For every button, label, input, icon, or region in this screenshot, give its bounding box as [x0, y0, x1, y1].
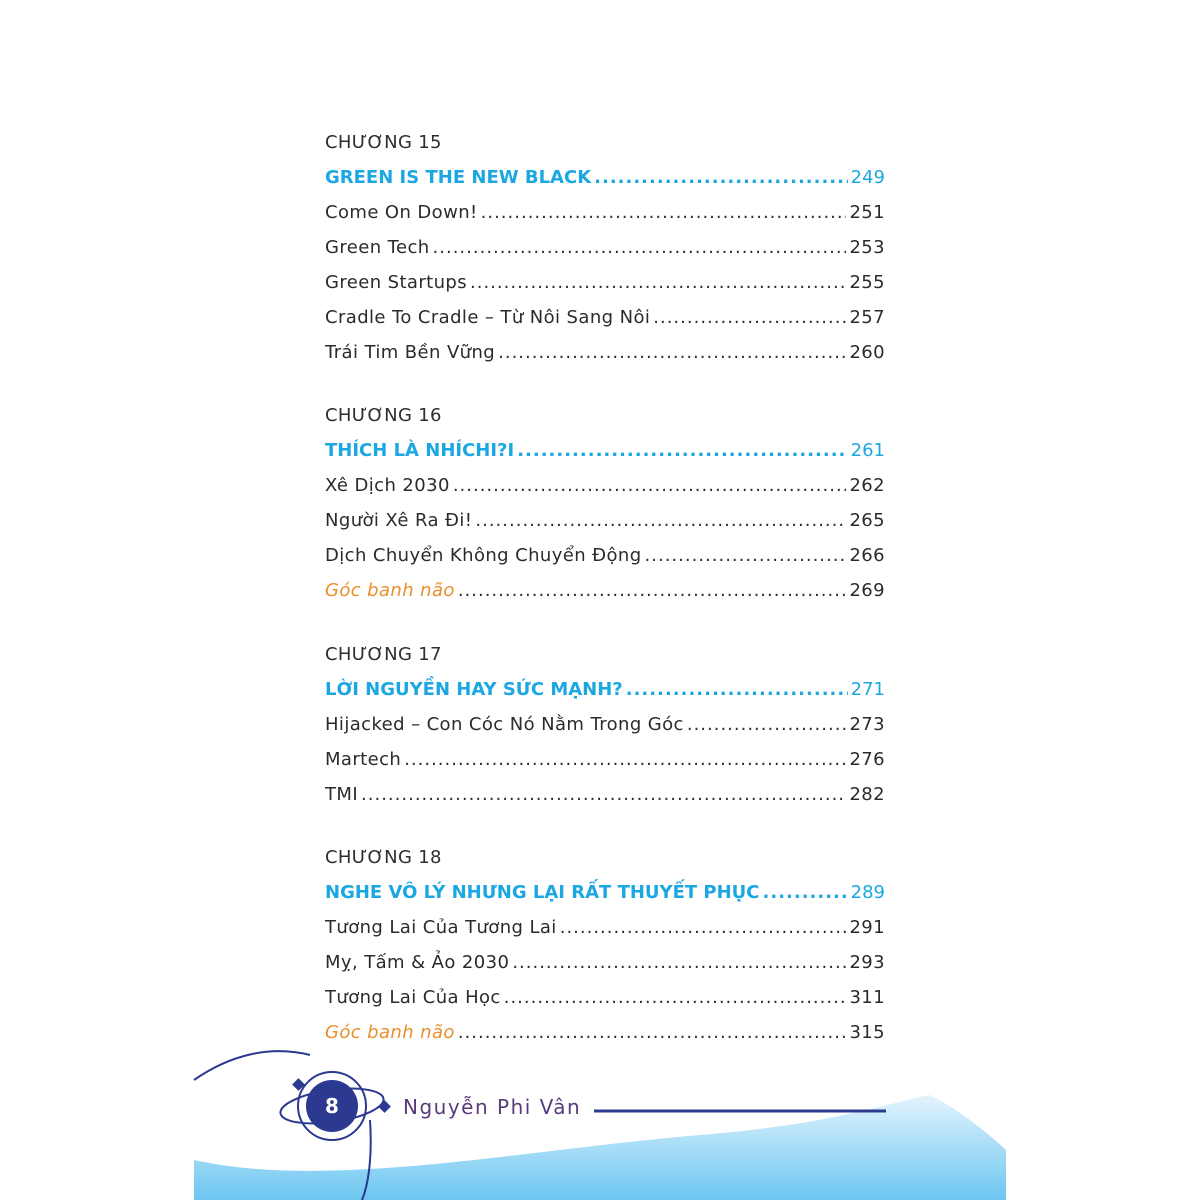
dot-leader — [512, 945, 846, 980]
toc-entry-brain-corner[interactable] — [325, 573, 885, 608]
dot-leader — [763, 875, 848, 910]
dot-leader — [504, 980, 847, 1015]
toc-entry[interactable] — [325, 707, 885, 742]
chapter-title-row[interactable] — [325, 672, 885, 707]
page-ref: 257 — [849, 307, 885, 328]
toc-entry[interactable] — [325, 777, 885, 812]
chapter-17-block — [325, 637, 885, 812]
chapter-label: CHƯƠNG 17 — [325, 644, 442, 665]
dot-leader — [653, 300, 846, 335]
dot-leader — [453, 468, 847, 503]
chapter-label: CHƯƠNG 18 — [325, 847, 442, 868]
chapter-label: CHƯƠNG 16 — [325, 405, 442, 426]
dot-leader — [433, 230, 847, 265]
entry-title: Góc banh não — [325, 580, 455, 601]
page-ref: 282 — [849, 784, 885, 805]
toc-entry[interactable] — [325, 230, 885, 265]
toc-entry[interactable] — [325, 300, 885, 335]
page-ref: 291 — [849, 917, 885, 938]
chapter-title: GREEN IS THE NEW BLACK — [325, 167, 592, 188]
chapter-title: NGHE VÔ LÝ NHƯNG LẠI RẤT THUYẾT PHỤC — [325, 882, 760, 903]
page-ref: 273 — [849, 714, 885, 735]
chapter-title-row[interactable] — [325, 433, 885, 468]
chapter-label: CHƯƠNG 15 — [325, 132, 442, 153]
chapter-18-block — [325, 840, 885, 1050]
entry-title: Come On Down! — [325, 202, 478, 223]
chapter-title: LỜI NGUYỀN HAY SỨC MẠNH? — [325, 679, 623, 700]
page-ref: 266 — [849, 545, 885, 566]
entry-title: Xê Dịch 2030 — [325, 475, 450, 496]
entry-title: TMI — [325, 784, 359, 805]
dot-leader — [361, 777, 846, 812]
toc-entry[interactable] — [325, 195, 885, 230]
chapter-title: THÍCH LÀ NHÍCHI?I — [325, 440, 515, 461]
dot-leader — [517, 433, 847, 468]
page-ref: 293 — [849, 952, 885, 973]
dot-leader — [498, 335, 846, 370]
toc-entry[interactable] — [325, 538, 885, 573]
chapter-16-block — [325, 398, 885, 608]
entry-title: Tương Lai Của Tương Lai — [325, 917, 557, 938]
toc-entry[interactable] — [325, 468, 885, 503]
author-name: Nguyễn Phi Vân — [403, 1095, 582, 1119]
toc-entry[interactable] — [325, 742, 885, 777]
planet-page-badge — [0, 1040, 1200, 1200]
dot-leader — [560, 910, 847, 945]
dot-leader — [594, 160, 847, 195]
page-ref: 262 — [849, 475, 885, 496]
dot-leader — [475, 503, 846, 538]
entry-title: Dịch Chuyển Không Chuyển Động — [325, 545, 642, 566]
entry-title: Trái Tim Bền Vững — [325, 342, 496, 363]
page-ref: 315 — [849, 1022, 885, 1043]
page-ref: 255 — [849, 272, 885, 293]
entry-title: Tương Lai Của Học — [325, 987, 501, 1008]
page-ref: 311 — [849, 987, 885, 1008]
page-ref: 260 — [849, 342, 885, 363]
entry-title: Cradle To Cradle – Từ Nôi Sang Nôi — [325, 307, 651, 328]
entry-title: Martech — [325, 749, 402, 770]
toc-entry[interactable] — [325, 945, 885, 980]
page-number: 8 — [325, 1094, 339, 1118]
entry-title: Green Tech — [325, 237, 430, 258]
dot-leader — [458, 573, 847, 608]
page-ref: 251 — [849, 202, 885, 223]
toc-entry[interactable] — [325, 980, 885, 1015]
toc-entry[interactable] — [325, 335, 885, 370]
page-footer — [0, 1040, 1200, 1200]
chapter-title-row[interactable] — [325, 160, 885, 195]
page-ref: 271 — [850, 679, 885, 700]
dot-leader — [470, 265, 846, 300]
toc-entry[interactable] — [325, 910, 885, 945]
entry-title: Mỵ, Tấm & Ảo 2030 — [325, 952, 510, 973]
dot-leader — [404, 742, 846, 777]
chapter-title-row[interactable] — [325, 875, 885, 910]
dot-leader — [481, 195, 847, 230]
entry-title: Góc banh não — [325, 1022, 455, 1043]
toc-entry[interactable] — [325, 265, 885, 300]
page-ref: 265 — [849, 510, 885, 531]
page-ref: 269 — [849, 580, 885, 601]
dot-leader — [645, 538, 847, 573]
chapter-15-block — [325, 125, 885, 370]
page-ref: 289 — [850, 882, 885, 903]
dot-leader — [626, 672, 848, 707]
dot-leader — [687, 707, 847, 742]
entry-title: Hijacked – Con Cóc Nó Nằm Trong Góc — [325, 714, 684, 735]
page-ref: 276 — [849, 749, 885, 770]
page-ref: 261 — [850, 440, 885, 461]
page-ref: 249 — [850, 167, 885, 188]
entry-title: Green Startups — [325, 272, 468, 293]
page-ref: 253 — [849, 237, 885, 258]
entry-title: Người Xê Ra Đi! — [325, 510, 473, 531]
toc-entry[interactable] — [325, 503, 885, 538]
